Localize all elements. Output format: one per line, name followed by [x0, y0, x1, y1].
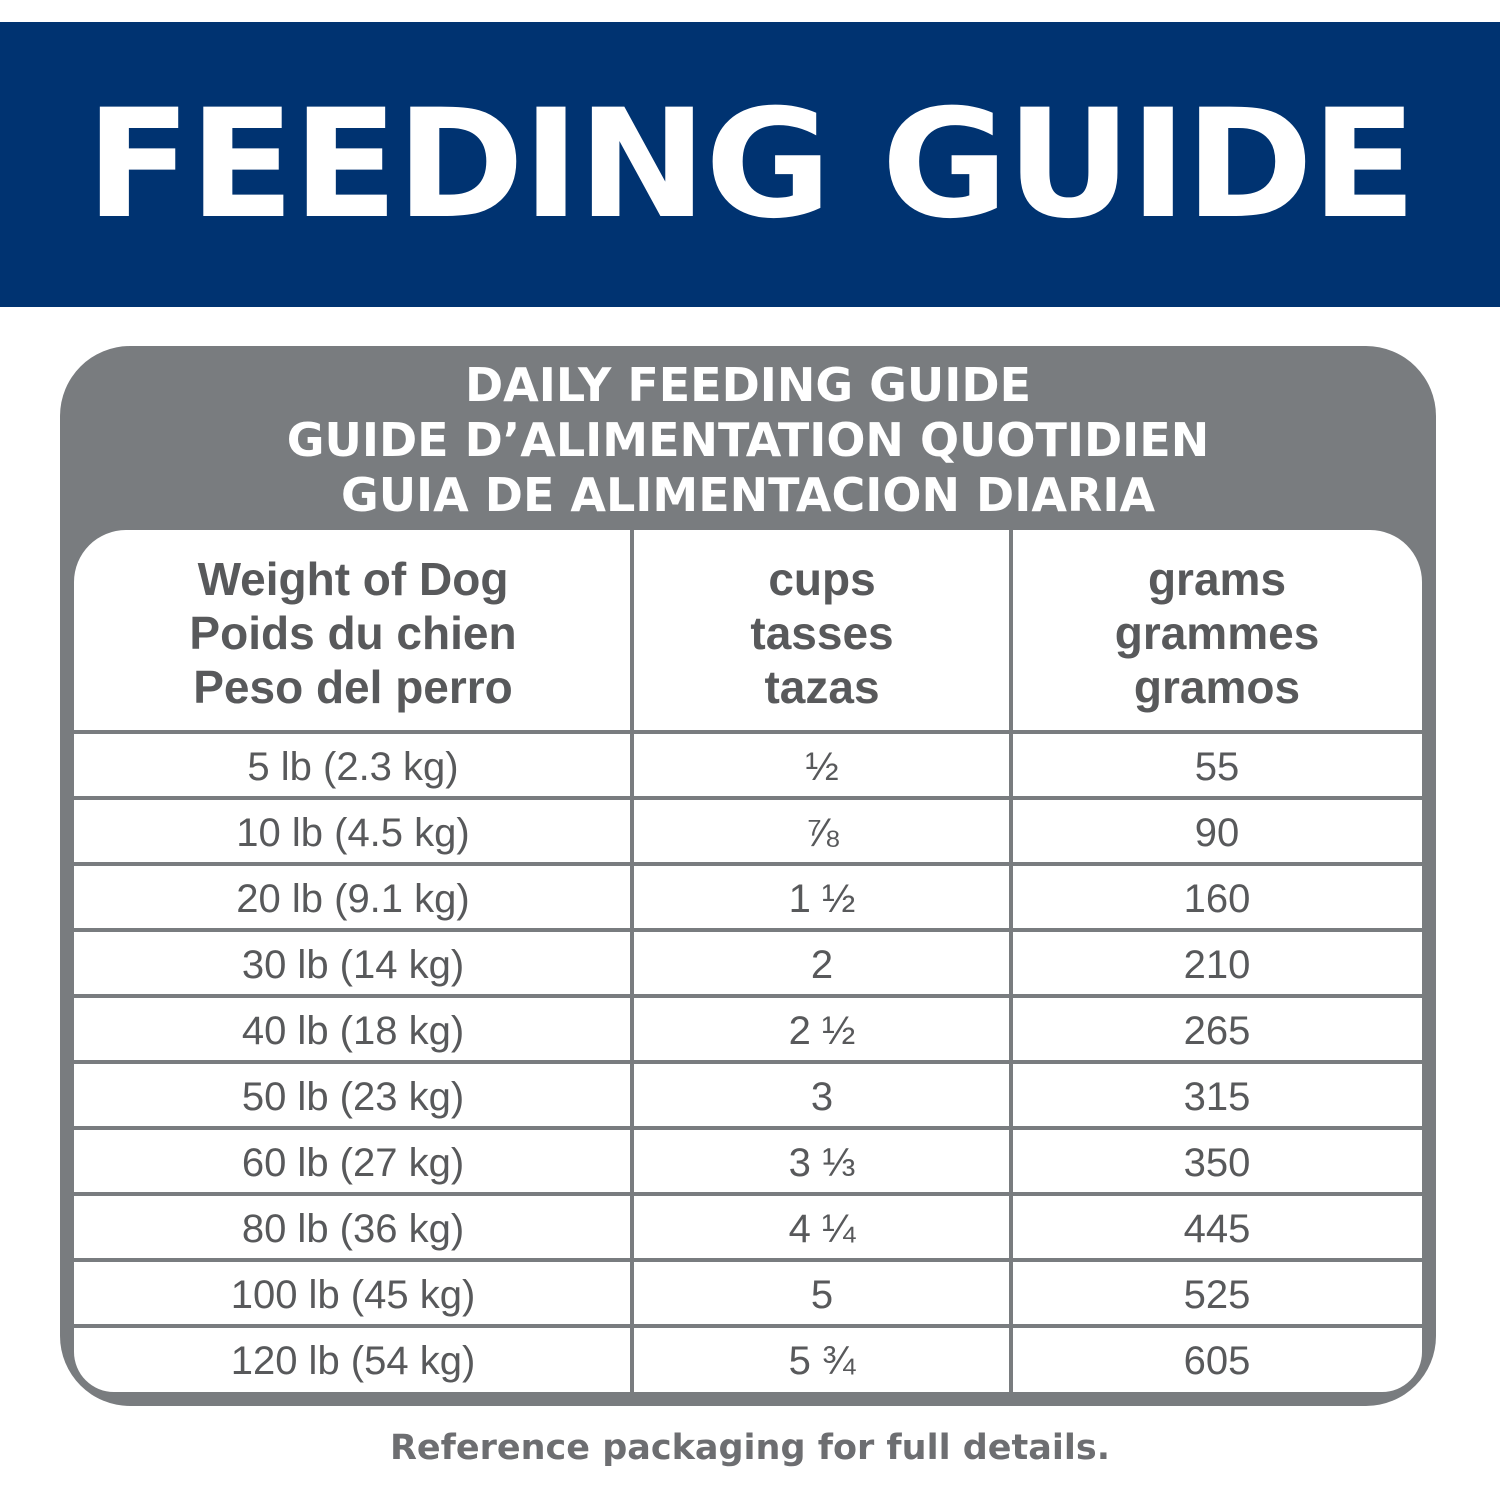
weight-cell: 100 lb (45 kg): [230, 1273, 476, 1317]
header-line: cups: [768, 553, 876, 605]
header-line: Poids du chien: [189, 607, 517, 659]
grams-cell: 160: [1183, 877, 1251, 921]
column-divider: [1009, 530, 1013, 1392]
weight-cell: 10 lb (4.5 kg): [236, 811, 470, 855]
table-row: [74, 1196, 1422, 1262]
weight-cell: 5 lb (2.3 kg): [247, 745, 459, 789]
table-row: [74, 1262, 1422, 1328]
grams-cell: 315: [1183, 1075, 1251, 1119]
grams-cell: 605: [1183, 1339, 1251, 1383]
header-cups: [632, 552, 1012, 714]
card-title-english: DAILY FEEDING GUIDE: [464, 358, 1032, 412]
weight-cell: 60 lb (27 kg): [241, 1141, 465, 1185]
weight-cell: 20 lb (9.1 kg): [236, 877, 470, 921]
cups-cell: 1 ½: [788, 877, 856, 921]
cups-cell: 2: [810, 943, 834, 987]
header-line: tazas: [764, 661, 880, 713]
weight-cell: 120 lb (54 kg): [230, 1339, 476, 1383]
cups-cell: 4 ¼: [788, 1207, 856, 1251]
grams-cell: 210: [1183, 943, 1251, 987]
header-line: Peso del perro: [193, 661, 513, 713]
footer-note: Reference packaging for full details.: [389, 1428, 1111, 1468]
cups-cell: ⅞: [805, 811, 839, 855]
table-row: [74, 1064, 1422, 1130]
grams-cell: 525: [1183, 1273, 1251, 1317]
grams-cell: 445: [1183, 1207, 1251, 1251]
weight-cell: 50 lb (23 kg): [241, 1075, 465, 1119]
feeding-table: [74, 530, 1422, 1392]
grams-cell: 90: [1194, 811, 1240, 855]
table-row: [74, 1328, 1422, 1392]
feeding-guide-card: [60, 346, 1436, 1406]
table-row: [74, 932, 1422, 998]
cups-cell: 3 ⅓: [788, 1141, 856, 1185]
cups-cell: 2 ½: [788, 1009, 856, 1053]
table-row: [74, 800, 1422, 866]
card-title-french: GUIDE D’ALIMENTATION QUOTIDIEN: [286, 413, 1210, 467]
header-line: tasses: [750, 607, 894, 659]
header-line: grammes: [1114, 607, 1320, 659]
table-row: [74, 1130, 1422, 1196]
cups-cell: 5 ¾: [788, 1339, 856, 1383]
header-line: grams: [1147, 553, 1287, 605]
grams-cell: 55: [1194, 745, 1240, 789]
card-title: [60, 358, 1436, 523]
table-row: [74, 998, 1422, 1064]
column-divider: [630, 530, 634, 1392]
cups-cell: ½: [805, 745, 839, 789]
table-row: [74, 866, 1422, 932]
table-row: [74, 734, 1422, 800]
cups-cell: 5: [810, 1273, 834, 1317]
weight-cell: 80 lb (36 kg): [241, 1207, 465, 1251]
card-title-spanish: GUIA DE ALIMENTACION DIARIA: [340, 468, 1156, 522]
grams-cell: 350: [1183, 1141, 1251, 1185]
header-line: gramos: [1133, 661, 1301, 713]
header-grams: [1012, 552, 1422, 714]
weight-cell: 40 lb (18 kg): [241, 1009, 465, 1053]
table-header-row: [74, 530, 1422, 734]
title-banner: [0, 22, 1500, 307]
grams-cell: 265: [1183, 1009, 1251, 1053]
cups-cell: 3: [810, 1075, 834, 1119]
header-line: Weight of Dog: [197, 553, 509, 605]
page-title: FEEDING GUIDE: [85, 77, 1415, 252]
weight-cell: 30 lb (14 kg): [241, 943, 465, 987]
header-weight: [74, 552, 632, 714]
